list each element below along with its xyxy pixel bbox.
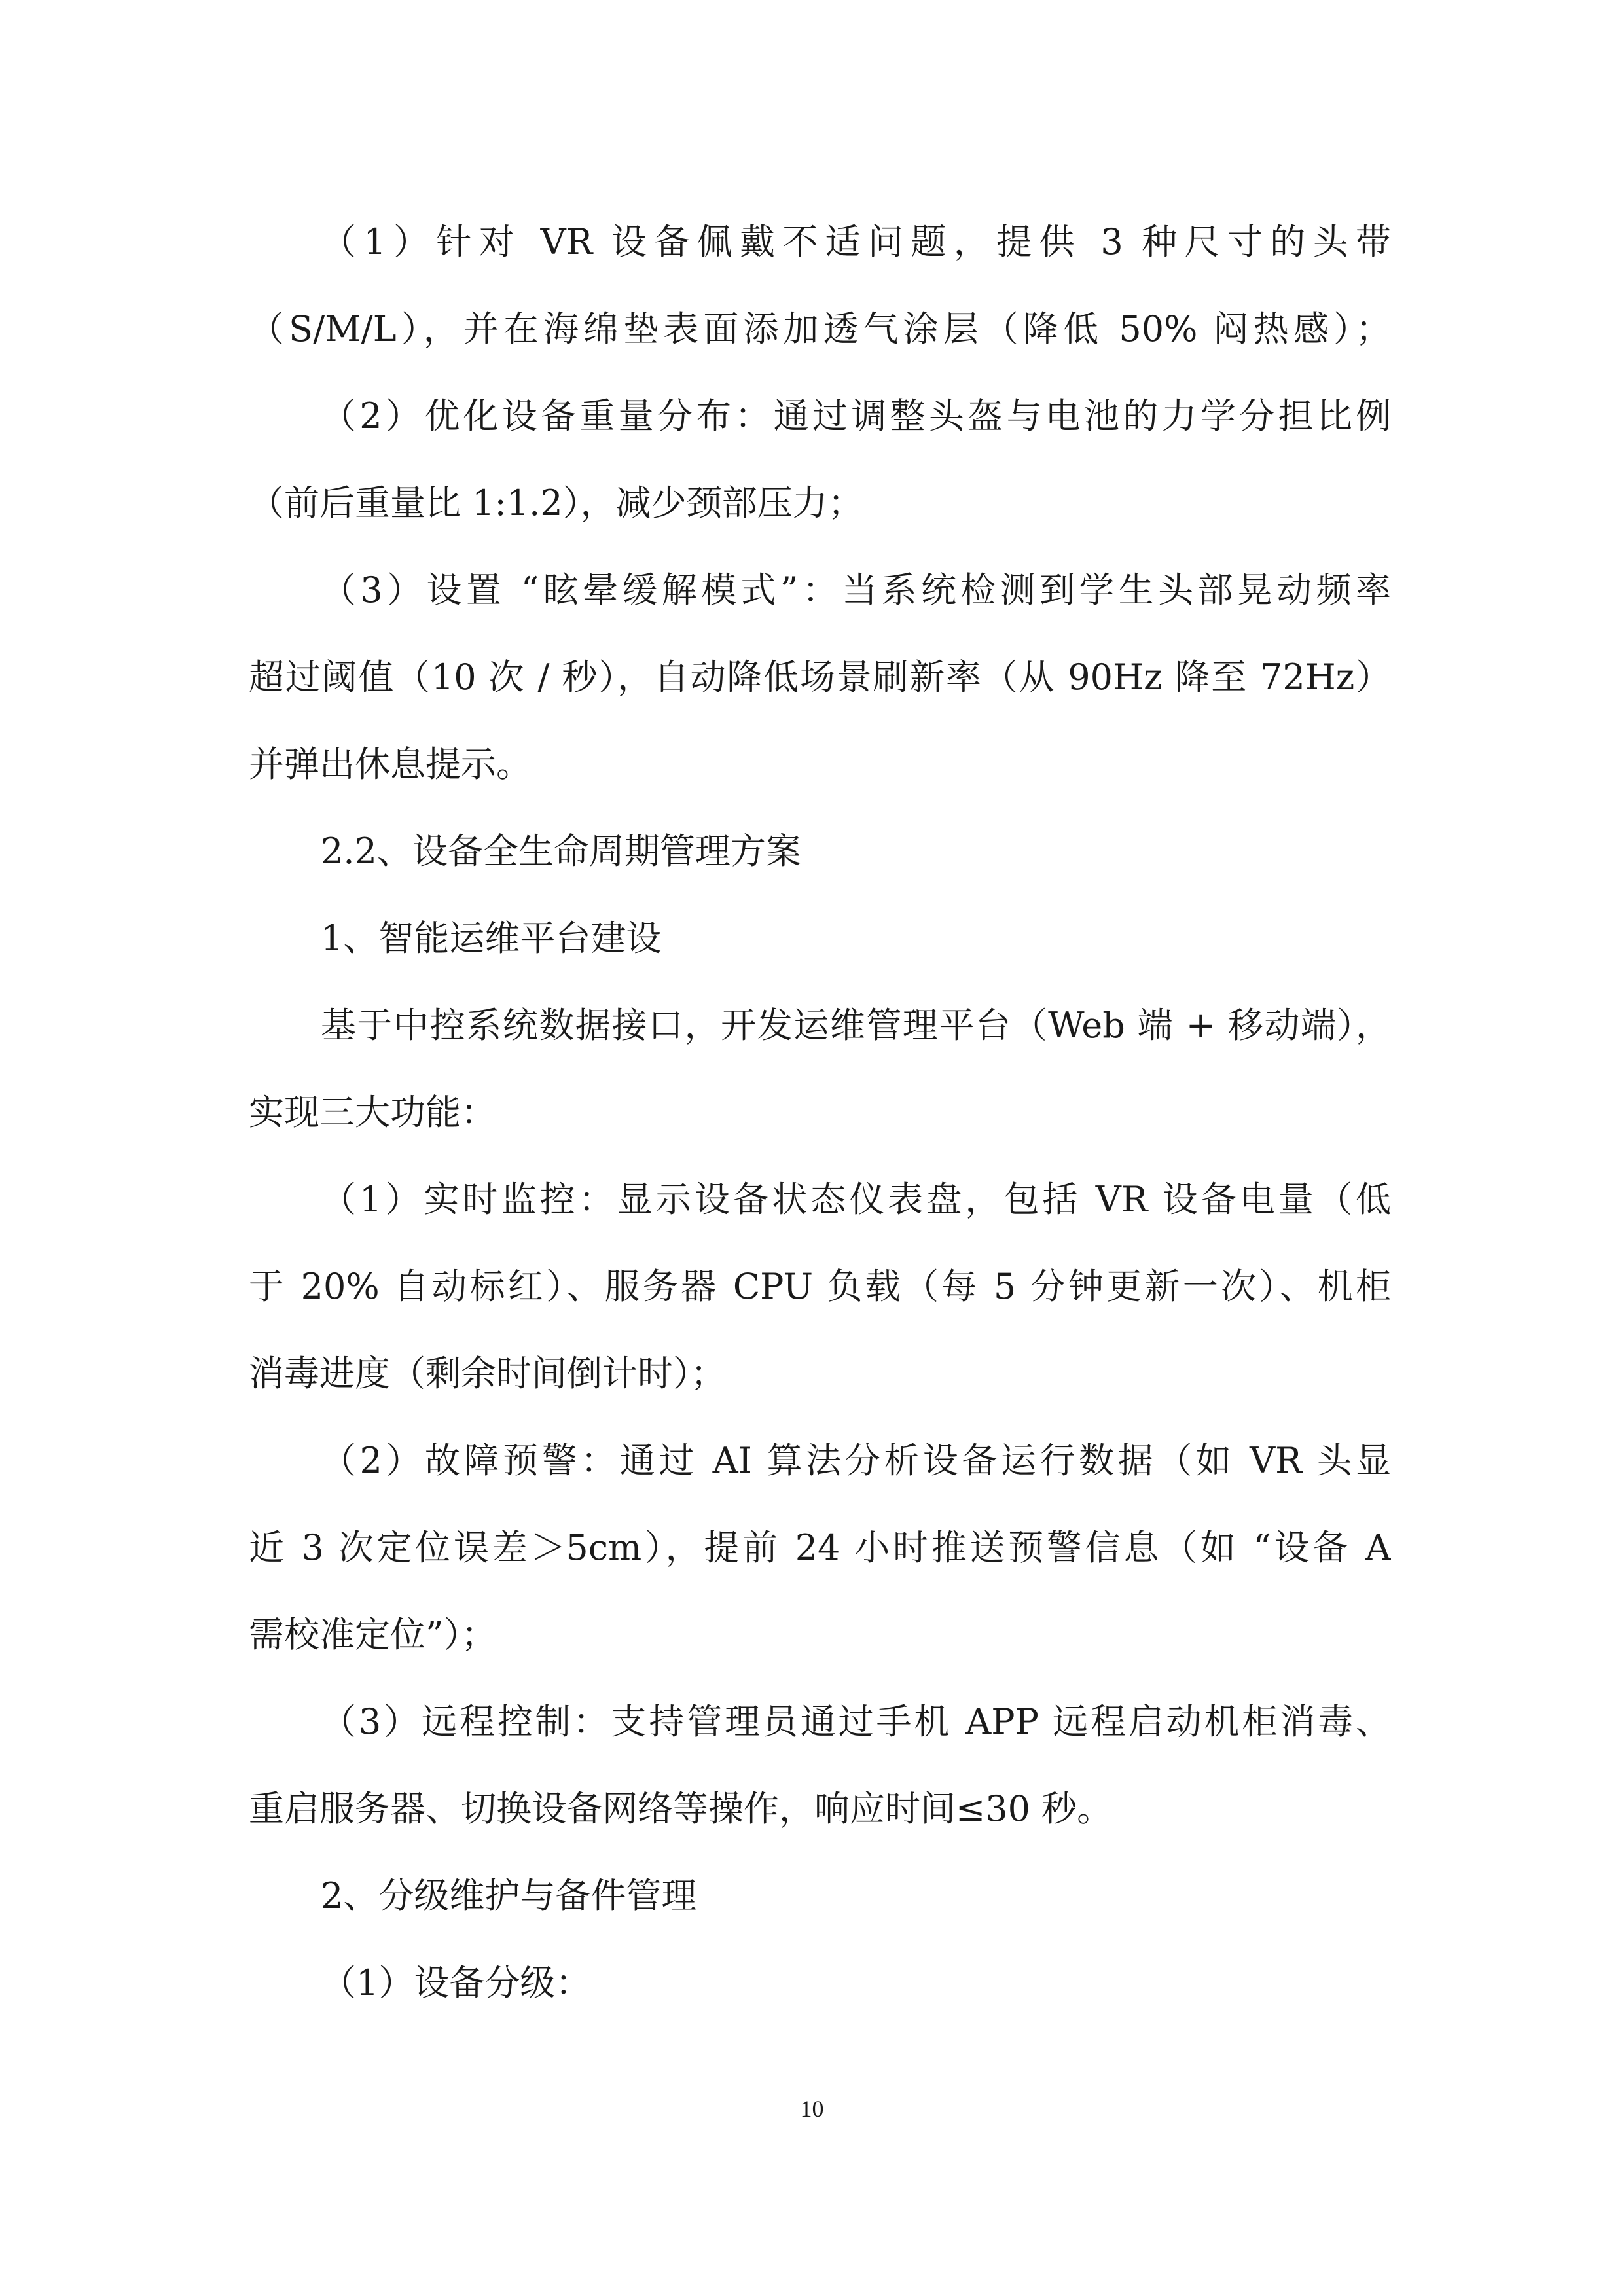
text-line: （2）故障预警：通过 AI 算法分析设备运行数据（如 VR 头显 bbox=[321, 1440, 1391, 1481]
text-line: （1）实时监控：显示设备状态仪表盘，包括 VR 设备电量（低 bbox=[321, 1179, 1391, 1220]
text-line: 于 20% 自动标红）、服务器 CPU 负载（每 5 分钟更新一次）、机柜 bbox=[249, 1266, 1391, 1307]
text-line: （2）优化设备重量分布：通过调整头盔与电池的力学分担比例 bbox=[321, 395, 1391, 437]
text-line: 实现三大功能： bbox=[249, 1092, 496, 1133]
subsection-heading: 1、智能运维平台建设 bbox=[321, 918, 662, 959]
text-line: 并弹出休息提示。 bbox=[249, 744, 532, 785]
text-line: （前后重量比 1:1.2），减少颈部压力； bbox=[249, 482, 863, 524]
text-line: 超过阈值（10 次 / 秒），自动降低场景刷新率（从 90Hz 降至 72Hz） bbox=[249, 656, 1391, 698]
text-line: （S/M/L），并在海绵垫表面添加透气涂层（降低 50% 闷热感）； bbox=[249, 308, 1391, 350]
text-line: 消毒进度（剩余时间倒计时）； bbox=[249, 1353, 726, 1394]
text-line: （3）远程控制：支持管理员通过手机 APP 远程启动机柜消毒、 bbox=[321, 1701, 1391, 1742]
text-line: （1）设备分级： bbox=[321, 1962, 591, 2003]
text-line: 需校准定位”）； bbox=[249, 1614, 497, 1655]
text-line: 重启服务器、切换设备网络等操作，响应时间≤30 秒。 bbox=[249, 1788, 1113, 1829]
text-line: （3）设置 “眩晕缓解模式”：当系统检测到学生头部晃动频率 bbox=[321, 569, 1391, 611]
text-line: （1）针对 VR 设备佩戴不适问题，提供 3 种尺寸的头带 bbox=[321, 221, 1391, 262]
text-line: 基于中控系统数据接口，开发运维管理平台（Web 端 + 移动端）， bbox=[321, 1005, 1391, 1046]
text-line: 近 3 次定位误差＞5cm），提前 24 小时推送预警信息（如 “设备 A bbox=[249, 1527, 1391, 1568]
subsection-heading: 2、分级维护与备件管理 bbox=[321, 1875, 697, 1916]
section-heading: 2.2、设备全生命周期管理方案 bbox=[321, 831, 801, 872]
page-number: 10 bbox=[800, 2096, 824, 2122]
